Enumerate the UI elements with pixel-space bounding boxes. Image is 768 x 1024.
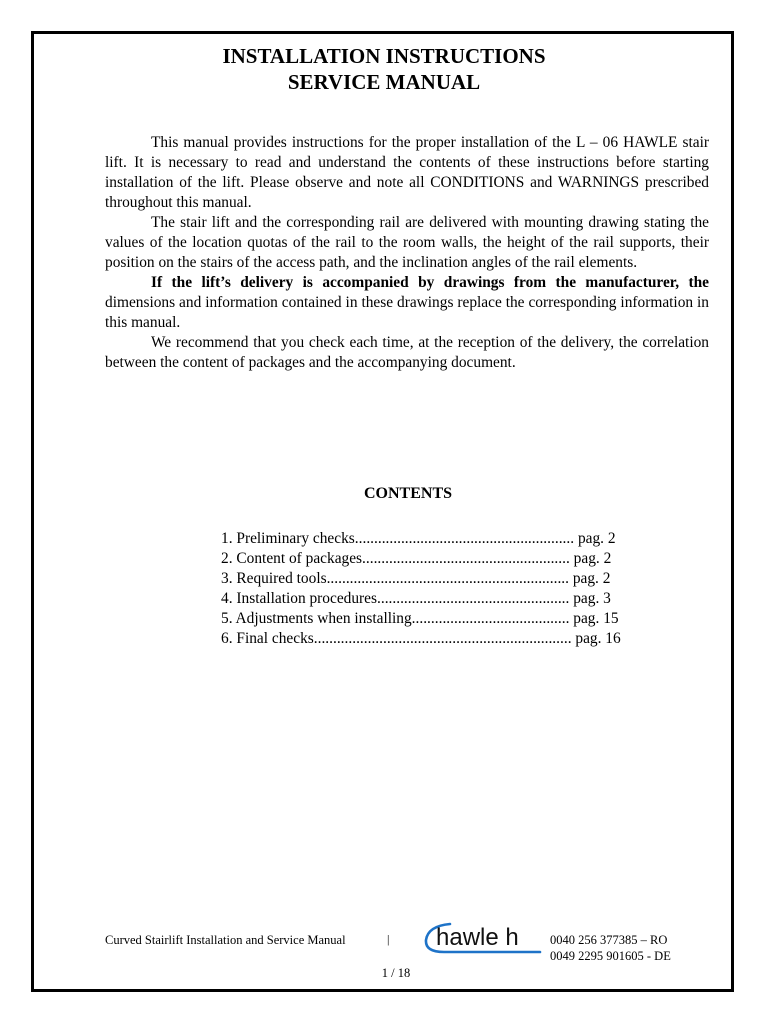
- toc-item-preliminary-checks: 1. Preliminary checks......................................................... pag. 2: [221, 530, 616, 547]
- intro-text: [105, 133, 709, 373]
- contents-heading: CONTENTS: [363, 485, 453, 502]
- toc-item-installation-procedures: 4. Installation procedures.................................................. pag. 3: [221, 590, 611, 607]
- toc-item-required-tools: 3. Required tools............................................................... pag. 2: [221, 570, 611, 587]
- toc-item-adjustments: 5. Adjustments when installing......................................... pag. 15: [221, 610, 619, 627]
- toc-item-content-of-packages: 2. Content of packages...................................................... pag. 2: [221, 550, 612, 567]
- footer-document-label: Curved Stairlift Installation and Service Manual: [105, 933, 346, 947]
- delivery-paragraph: The stair lift and the corresponding rail are delivered with mounting drawing stating the values of the location quotas of the rail to the room walls, the height of the rail supports, their position on the stairs of the access path, and the inclination angles of the rail elements.: [105, 214, 709, 271]
- drawings-notice-lead: If the lift’s delivery is accompanied by drawings from the manufacturer, the: [151, 274, 709, 291]
- footer-separator: |: [387, 932, 390, 946]
- drawings-notice-rest: dimensions and information contained in these drawings replace the corresponding information in this manual.: [105, 294, 709, 331]
- page-number: 1 / 18: [381, 966, 411, 980]
- document-subtitle: SERVICE MANUAL: [287, 70, 481, 94]
- recommendation-paragraph: We recommend that you check each time, at the reception of the delivery, the correlation between the content of packages and the accompanying document.: [105, 334, 709, 371]
- hawle-logo: [420, 918, 548, 958]
- drawings-notice-paragraph: [105, 273, 709, 333]
- phone-romania: 0040 256 377385 – RO: [550, 933, 668, 947]
- intro-paragraph: This manual provides instructions for the proper installation of the L – 06 HAWLE stair lift. It is necessary to read and understand the contents of these instructions before starting installation of the lift. Please observe and note all CONDITIONS and WARNINGS prescribed throughout this manual.: [105, 134, 709, 211]
- document-title: INSTALLATION INSTRUCTIONS: [222, 44, 546, 68]
- logo-wordmark: hawle h: [436, 924, 519, 951]
- table-of-contents: [221, 529, 621, 649]
- footer-contact: [550, 932, 671, 964]
- phone-germany: 0049 2295 901605 - DE: [550, 949, 671, 963]
- toc-item-final-checks: 6. Final checks................................................................... pag. 16: [221, 630, 621, 647]
